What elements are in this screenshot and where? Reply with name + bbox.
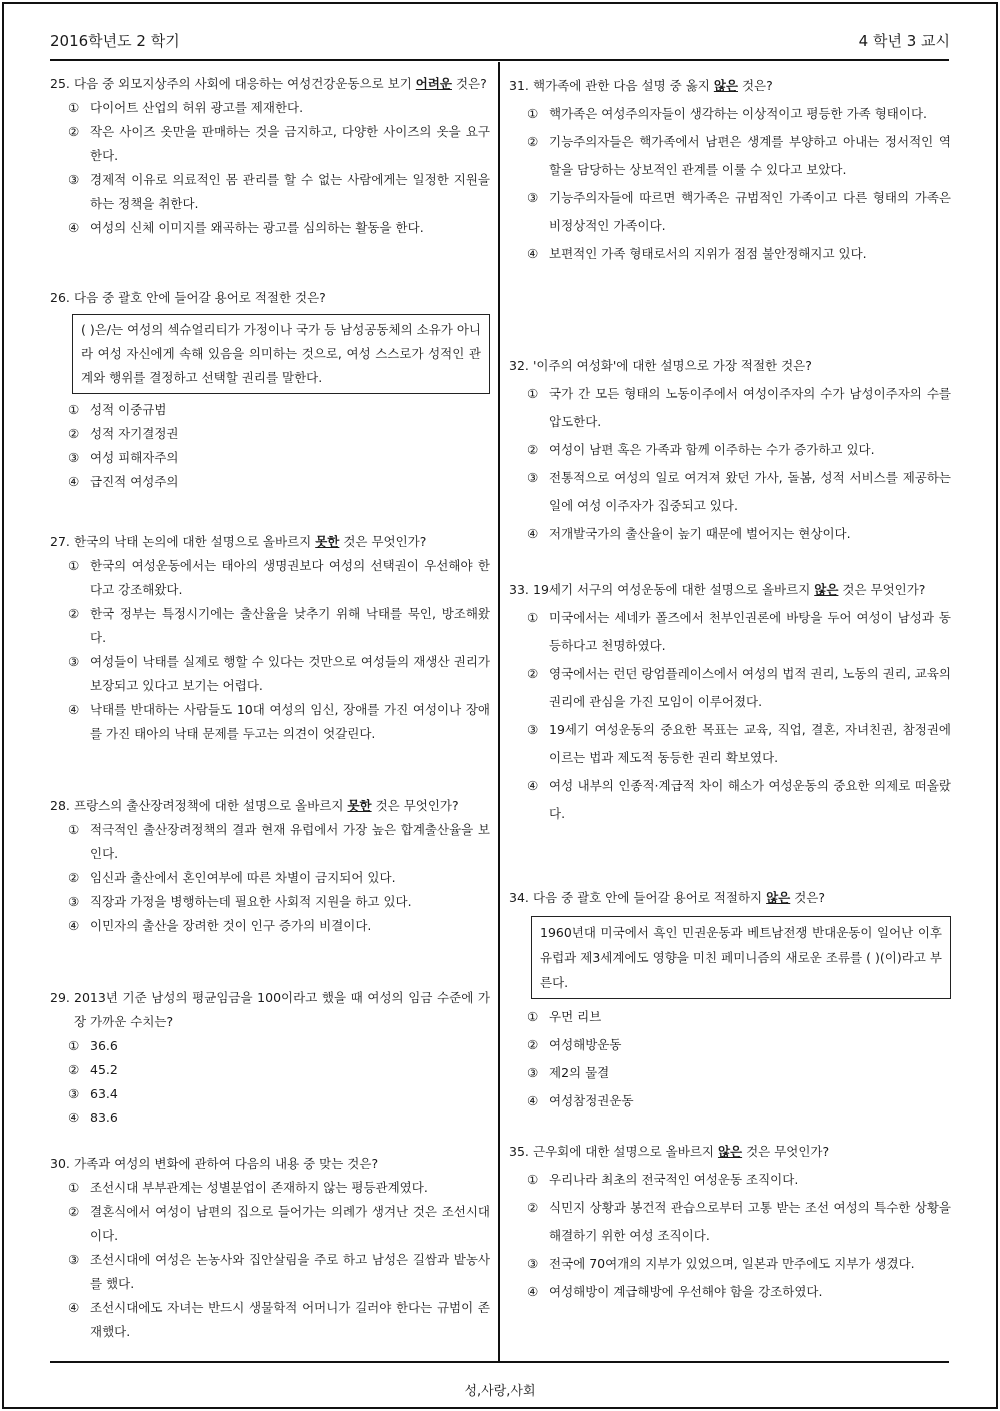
question-29 xyxy=(50,986,490,1130)
option-1[interactable]: ① 우리나라 최초의 전국적인 여성운동 조직이다. xyxy=(527,1172,799,1187)
option-3[interactable]: ③ 제2의 물결 xyxy=(527,1065,610,1080)
option-4[interactable]: ④ 여성참정권운동 xyxy=(527,1093,634,1108)
question-33 xyxy=(509,576,951,828)
option-2[interactable]: ② 성적 자기결정권 xyxy=(68,426,179,441)
question-31 xyxy=(509,72,951,268)
option-4[interactable]: ④ 이민자의 출산을 장려한 것이 인구 증가의 비결이다. xyxy=(68,918,372,933)
option-2[interactable]: ② 기능주의자들은 핵가족에서 남편은 생계를 부양하고 아내는 정서적인 역할을 담당하는 상보적인 관계를 이룰 수 있다고 보았다. xyxy=(527,134,951,177)
question-stem: 32. '이주의 여성화'에 대한 설명으로 가장 적절한 것은? xyxy=(509,358,812,373)
subject-footer: 성,사랑,사회 xyxy=(464,1384,536,1399)
option-3[interactable]: ③ 기능주의자들에 따르면 핵가족은 규범적인 가족이고 다른 형태의 가족은 비정상적인 가족이다. xyxy=(527,190,951,233)
option-2[interactable]: ② 임신과 출산에서 혼인여부에 따른 차별이 금지되어 있다. xyxy=(68,870,396,885)
grade-period-label: 4 학년 3 교시 xyxy=(858,32,950,50)
option-3[interactable]: ③ 경제적 이유로 의료적인 몸 관리를 할 수 없는 사람에게는 일정한 지원을 하는 정책을 취한다. xyxy=(68,172,490,211)
option-1[interactable]: ① 국가 간 모든 형태의 노동이주에서 여성이주자의 수가 남성이주자의 수를 압도한다. xyxy=(527,386,951,429)
option-1[interactable]: ① 한국의 여성운동에서는 태아의 생명권보다 여성의 선택권이 우선해야 한다고 강조해왔다. xyxy=(68,558,490,597)
option-2[interactable]: ② 결혼식에서 여성이 남편의 집으로 들어가는 의례가 생겨난 것은 조선시대이다. xyxy=(68,1204,490,1243)
option-1[interactable]: ① 적극적인 출산장려정책의 결과 현재 유럽에서 가장 높은 합계출산율을 보인다. xyxy=(68,822,490,861)
question-stem: 29. 2013년 기준 남성의 평균임금을 100이라고 했을 때 여성의 임금 수준에 가장 가까운 수치는? xyxy=(50,990,490,1029)
header-divider xyxy=(50,59,949,61)
option-3[interactable]: ③ 전통적으로 여성의 일로 여겨져 왔던 가사, 돌봄, 성적 서비스를 제공하는 일에 여성 이주자가 집중되고 있다. xyxy=(527,470,951,513)
option-1[interactable]: ① 핵가족은 여성주의자들이 생각하는 이상적이고 평등한 가족 형태이다. xyxy=(527,106,927,121)
option-4[interactable]: ④ 여성의 신체 이미지를 왜곡하는 광고를 심의하는 활동을 한다. xyxy=(68,220,424,235)
question-stem: 34. 다음 중 괄호 안에 들어갈 용어로 적절하지 않은 것은? xyxy=(509,890,826,905)
option-1[interactable]: ① 조선시대 부부관계는 성별분업이 존재하지 않는 평등관계였다. xyxy=(68,1180,428,1195)
option-1[interactable]: ① 미국에서는 세네카 폴즈에서 천부인권론에 바탕을 두어 여성이 남성과 동등하다고 천명하였다. xyxy=(527,610,951,653)
question-stem: 25. 다음 중 외모지상주의 사회에 대응하는 여성건강운동으로 보기 어려운 것은? xyxy=(50,76,487,91)
option-2[interactable]: ② 작은 사이즈 옷만을 판매하는 것을 금지하고, 다양한 사이즈의 옷을 요구한다. xyxy=(68,124,490,163)
question-stem: 28. 프랑스의 출산장려정책에 대한 설명으로 올바르지 못한 것은 무엇인가? xyxy=(50,798,459,813)
column-divider xyxy=(498,62,500,1362)
option-3[interactable]: ③ 63.4 xyxy=(68,1086,118,1101)
option-3[interactable]: ③ 조선시대에 여성은 논농사와 집안살림을 주로 하고 남성은 길쌈과 밭농사를 했다. xyxy=(68,1252,490,1291)
option-4[interactable]: ④ 보편적인 가족 형태로서의 지위가 점점 불안정해지고 있다. xyxy=(527,246,867,261)
option-2[interactable]: ② 여성이 남편 혹은 가족과 함께 이주하는 수가 증가하고 있다. xyxy=(527,442,875,457)
option-2[interactable]: ② 여성해방운동 xyxy=(527,1037,622,1052)
option-3[interactable]: ③ 직장과 가정을 병행하는데 필요한 사회적 지원을 하고 있다. xyxy=(68,894,412,909)
question-stem: 30. 가족과 여성의 변화에 관하여 다음의 내용 중 맞는 것은? xyxy=(50,1156,379,1171)
option-4[interactable]: ④ 83.6 xyxy=(68,1110,118,1125)
option-3[interactable]: ③ 전국에 70여개의 지부가 있었으며, 일본과 만주에도 지부가 생겼다. xyxy=(527,1256,915,1271)
passage-box: ( )은/는 여성의 섹슈얼리티가 가정이나 국가 등 남성공동체의 소유가 아니라 여성 자신에게 속해 있음을 의미하는 것으로, 여성 스스로가 성적인 관계와 행위를 결정하고 선택할 권리를 말한다. xyxy=(72,314,490,394)
option-4[interactable]: ④ 여성 내부의 인종적·계급적 차이 해소가 여성운동의 중요한 의제로 떠올랐다. xyxy=(527,778,951,821)
option-2[interactable]: ② 식민지 상황과 봉건적 관습으로부터 고통 받는 조선 여성의 특수한 상황을 해결하기 위한 여성 조직이다. xyxy=(527,1200,951,1243)
option-4[interactable]: ④ 여성해방이 계급해방에 우선해야 함을 강조하였다. xyxy=(527,1284,823,1299)
question-32 xyxy=(509,352,951,548)
semester-label: 2016학년도 2 학기 xyxy=(50,32,180,50)
question-stem: 33. 19세기 서구의 여성운동에 대한 설명으로 올바르지 않은 것은 무엇인가? xyxy=(509,582,926,597)
question-25 xyxy=(50,72,490,240)
option-4[interactable]: ④ 저개발국가의 출산율이 높기 때문에 벌어지는 현상이다. xyxy=(527,526,851,541)
option-1[interactable]: ① 성적 이중규범 xyxy=(68,402,167,417)
option-2[interactable]: ② 영국에서는 런던 랑엄플레이스에서 여성의 법적 권리, 노동의 권리, 교육의 권리에 관심을 가진 모임이 이루어졌다. xyxy=(527,666,951,709)
question-30 xyxy=(50,1152,490,1344)
option-3[interactable]: ③ 여성 피해자주의 xyxy=(68,450,179,465)
question-35 xyxy=(509,1138,951,1306)
option-4[interactable]: ④ 조선시대에도 자녀는 반드시 생물학적 어머니가 길러야 한다는 규범이 존재했다. xyxy=(68,1300,490,1339)
option-2[interactable]: ② 한국 정부는 특정시기에는 출산율을 낮추기 위해 낙태를 묵인, 방조해왔다. xyxy=(68,606,490,645)
footer-divider xyxy=(50,1361,949,1363)
question-stem: 26. 다음 중 괄호 안에 들어갈 용어로 적절한 것은? xyxy=(50,290,326,305)
question-34 xyxy=(509,884,951,1115)
question-26 xyxy=(50,286,490,494)
question-28 xyxy=(50,794,490,938)
option-3[interactable]: ③ 19세기 여성운동의 중요한 목표는 교육, 직업, 결혼, 자녀친권, 참정권에 이르는 법과 제도적 동등한 권리 확보였다. xyxy=(527,722,951,765)
option-1[interactable]: ① 36.6 xyxy=(68,1038,118,1053)
option-4[interactable]: ④ 급진적 여성주의 xyxy=(68,474,179,489)
question-27 xyxy=(50,530,490,746)
exam-header xyxy=(50,30,950,52)
option-3[interactable]: ③ 여성들이 낙태를 실제로 행할 수 있다는 것만으로 여성들의 재생산 권리가 보장되고 있다고 보기는 어렵다. xyxy=(68,654,490,693)
option-1[interactable]: ① 다이어트 산업의 허위 광고를 제재한다. xyxy=(68,100,304,115)
option-4[interactable]: ④ 낙태를 반대하는 사람들도 10대 여성의 임신, 장애를 가진 여성이나 장애를 가진 태아의 낙태 문제를 두고는 의견이 엇갈린다. xyxy=(68,702,490,741)
question-stem: 35. 근우회에 대한 설명으로 올바르지 않은 것은 무엇인가? xyxy=(509,1144,830,1159)
option-1[interactable]: ① 우먼 리브 xyxy=(527,1009,602,1024)
question-stem: 27. 한국의 낙태 논의에 대한 설명으로 올바르지 못한 것은 무엇인가? xyxy=(50,534,427,549)
passage-box: 1960년대 미국에서 흑인 민권운동과 베트남전쟁 반대운동이 일어난 이후 유럽과 제3세계에도 영향을 미친 페미니즘의 새로운 조류를 ( )(이)라고 부른다. xyxy=(531,916,951,999)
option-2[interactable]: ② 45.2 xyxy=(68,1062,118,1077)
question-stem: 31. 핵가족에 관한 다음 설명 중 옳지 않은 것은? xyxy=(509,78,773,93)
